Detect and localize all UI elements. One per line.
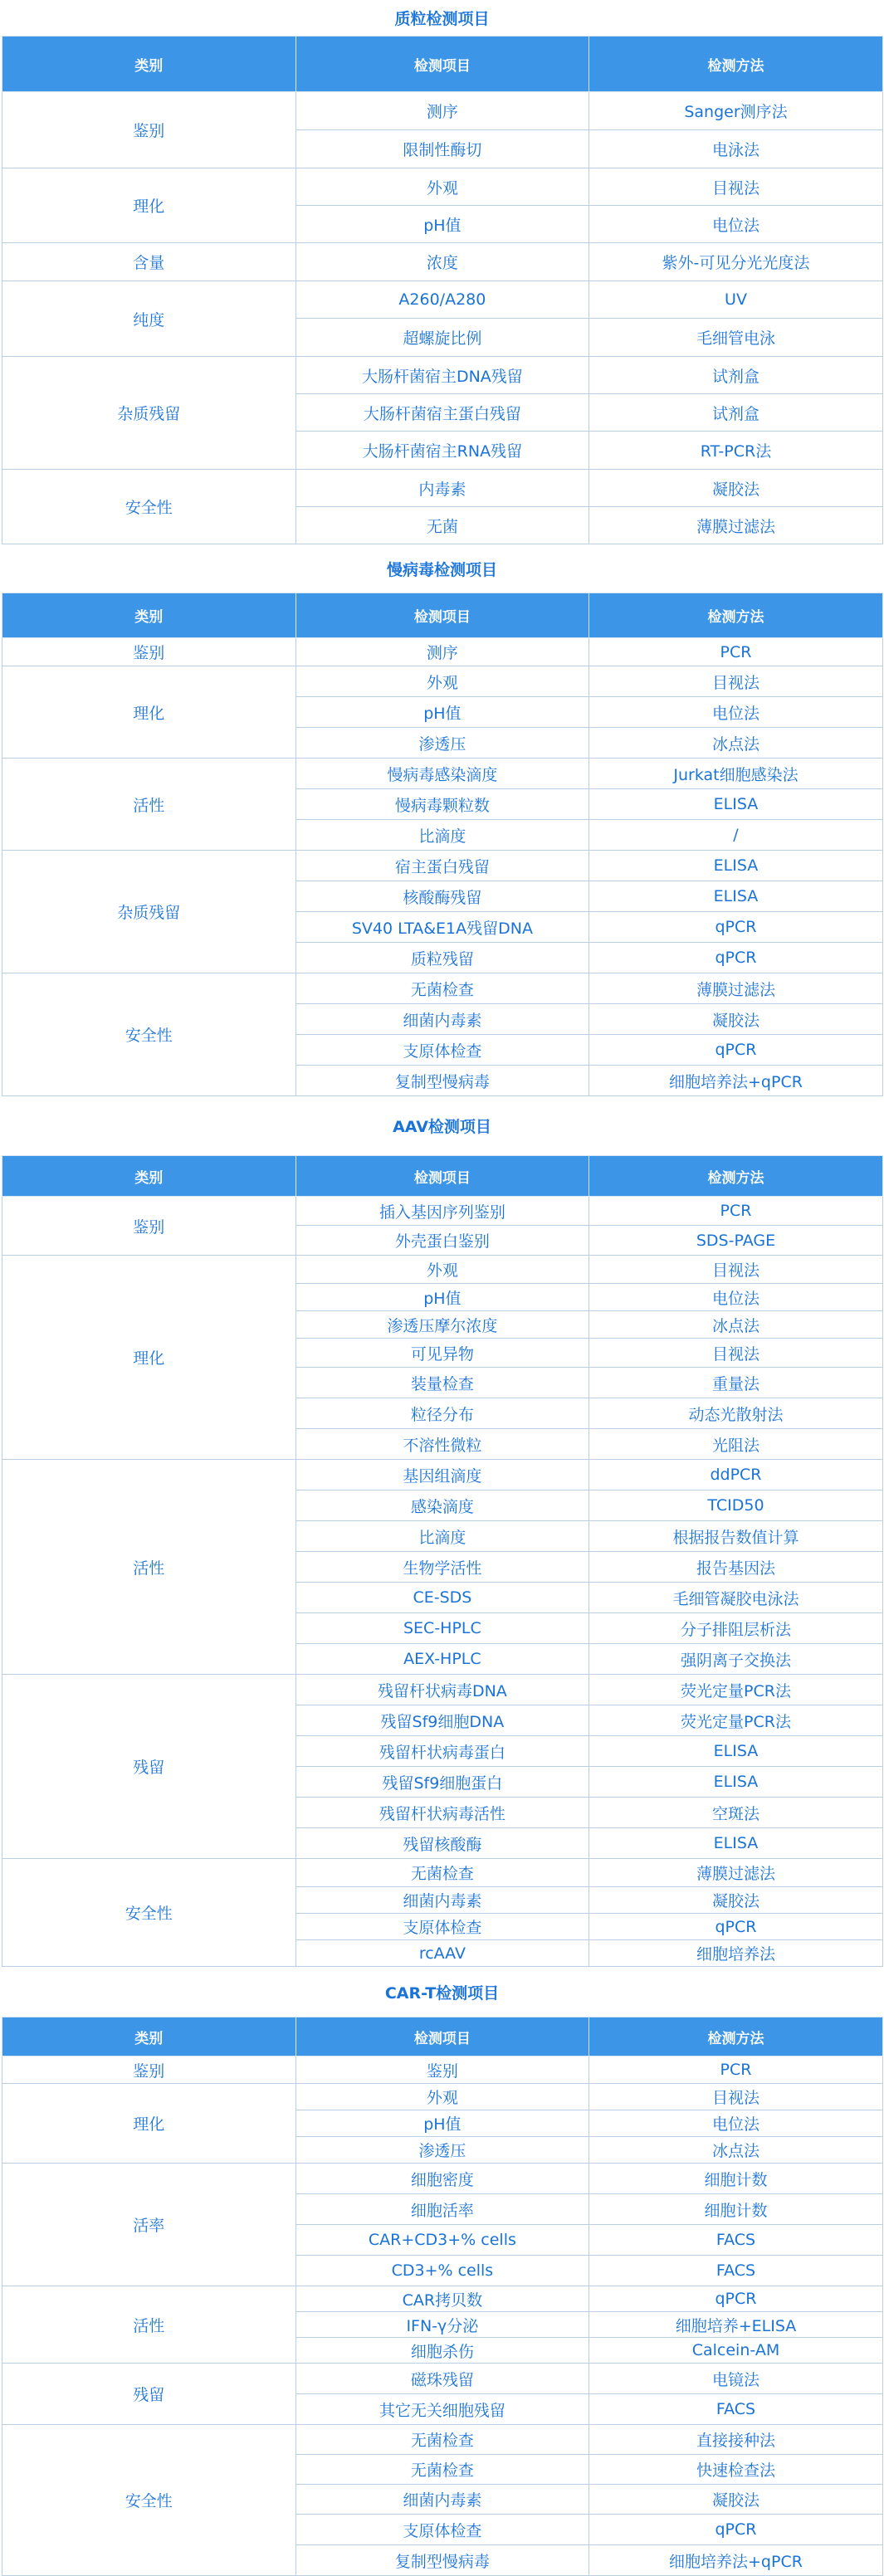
test-method-cell: 电位法 (589, 2110, 883, 2137)
category-cell: 纯度 (2, 281, 296, 357)
test-item-cell: 大肠杆菌宿主DNA残留 (295, 357, 589, 394)
test-item-cell: 测序 (295, 92, 589, 130)
test-method-cell: UV (589, 281, 883, 319)
test-method-cell: 冰点法 (589, 728, 883, 759)
table-row (2, 666, 883, 697)
test-item-cell: 无菌检查 (295, 973, 589, 1004)
test-method-cell: 荧光定量PCR法 (589, 1705, 883, 1736)
test-item-cell: 生物学活性 (295, 1552, 589, 1583)
test-item-cell: 渗透压摩尔浓度 (295, 1311, 589, 1339)
test-method-cell: 电镜法 (589, 2364, 883, 2394)
test-method-cell: 强阴离子交换法 (589, 1644, 883, 1675)
test-item-cell: CAR拷贝数 (295, 2286, 589, 2312)
test-method-cell: 紫外-可见分光光度法 (589, 243, 883, 281)
test-item-cell: 复制型慢病毒 (295, 2545, 589, 2576)
test-item-cell: pH值 (295, 1284, 589, 1311)
test-method-cell: 试剂盒 (589, 357, 883, 394)
test-method-cell: 荧光定量PCR法 (589, 1675, 883, 1705)
test-method-cell: 毛细管电泳 (589, 319, 883, 357)
table-row (2, 759, 883, 789)
table-row (2, 2164, 883, 2194)
test-item-cell: 外观 (295, 666, 589, 697)
test-method-cell: ELISA (589, 789, 883, 820)
test-method-cell: FACS (589, 2256, 883, 2286)
table-row (2, 973, 883, 1004)
test-method-cell: 动态光散射法 (589, 1398, 883, 1429)
test-method-cell: 电位法 (589, 1284, 883, 1311)
test-method-cell: 试剂盒 (589, 394, 883, 432)
category-cell: 理化 (2, 168, 296, 243)
test-method-cell: 目视法 (589, 666, 883, 697)
test-item-cell: 基因组滴度 (295, 1460, 589, 1490)
category-cell: 活性 (2, 1460, 296, 1675)
test-item-cell: 细胞密度 (295, 2164, 589, 2194)
test-method-cell: ddPCR (589, 1460, 883, 1490)
test-method-cell: 重量法 (589, 1368, 883, 1398)
test-method-cell: SDS-PAGE (589, 1226, 883, 1256)
category-cell: 理化 (2, 2084, 296, 2164)
category-cell: 安全性 (2, 470, 296, 544)
test-item-cell: 质粒残留 (295, 943, 589, 973)
category-cell: 理化 (2, 666, 296, 759)
test-item-cell: 支原体检查 (295, 2515, 589, 2545)
test-item-cell: CD3+% cells (295, 2256, 589, 2286)
table-row (2, 1197, 883, 1226)
table-row (2, 243, 883, 281)
table-row (2, 1256, 883, 1284)
header-test-item: 检测项目 (295, 37, 589, 92)
category-cell: 杂质残留 (2, 357, 296, 470)
test-method-cell: 快速检查法 (589, 2455, 883, 2485)
test-method-cell: FACS (589, 2394, 883, 2425)
test-items-table (2, 36, 883, 544)
test-item-cell: 外观 (295, 1256, 589, 1284)
test-method-cell: 细胞培养法 (589, 1940, 883, 1967)
header-category: 类别 (2, 1156, 296, 1197)
test-item-cell: 支原体检查 (295, 1914, 589, 1940)
test-method-cell: Jurkat细胞感染法 (589, 759, 883, 789)
test-method-cell: 冰点法 (589, 2137, 883, 2164)
test-item-cell: 外壳蛋白鉴别 (295, 1226, 589, 1256)
test-item-cell: SEC-HPLC (295, 1613, 589, 1644)
table-row (2, 168, 883, 206)
test-method-cell: 分子排阻层析法 (589, 1613, 883, 1644)
table-row (2, 2425, 883, 2455)
test-item-cell: 大肠杆菌宿主RNA残留 (295, 432, 589, 470)
test-item-cell: 外观 (295, 168, 589, 206)
section-title: CAR-T检测项目 (384, 1983, 500, 2003)
category-cell: 残留 (2, 2364, 296, 2425)
test-method-cell: 光阻法 (589, 1429, 883, 1460)
test-item-cell: 超螺旋比例 (295, 319, 589, 357)
test-item-cell: CAR+CD3+% cells (295, 2225, 589, 2256)
header-category: 类别 (2, 2017, 296, 2056)
table-row (2, 357, 883, 394)
table-row (2, 851, 883, 881)
test-item-cell: 鉴别 (295, 2056, 589, 2084)
test-method-cell: 凝胶法 (589, 1004, 883, 1035)
test-method-cell: ELISA (589, 851, 883, 881)
table-row (2, 2286, 883, 2312)
test-method-cell: 电泳法 (589, 130, 883, 168)
category-cell: 安全性 (2, 1859, 296, 1967)
test-method-cell: 毛细管凝胶电泳法 (589, 1583, 883, 1613)
test-method-cell: Sanger测序法 (589, 92, 883, 130)
test-item-cell: 宿主蛋白残留 (295, 851, 589, 881)
test-item-cell: 测序 (295, 638, 589, 666)
category-cell: 活性 (2, 2286, 296, 2364)
test-item-cell: 比滴度 (295, 820, 589, 851)
test-method-cell: 薄膜过滤法 (589, 973, 883, 1004)
test-items-table (2, 2017, 883, 2576)
test-item-cell: 残留杆状病毒活性 (295, 1798, 589, 1828)
header-test-method: 检测方法 (589, 593, 883, 638)
test-item-cell: 大肠杆菌宿主蛋白残留 (295, 394, 589, 432)
test-method-cell: PCR (589, 638, 883, 666)
test-item-cell: 核酸酶残留 (295, 881, 589, 912)
test-item-cell: rcAAV (295, 1940, 589, 1967)
category-cell: 活率 (2, 2164, 296, 2286)
test-item-cell: 不溶性微粒 (295, 1429, 589, 1460)
test-item-cell: 慢病毒颗粒数 (295, 789, 589, 820)
test-method-cell: ELISA (589, 1736, 883, 1767)
header-test-method: 检测方法 (589, 1156, 883, 1197)
test-item-cell: A260/A280 (295, 281, 589, 319)
test-item-cell: 残留Sf9细胞DNA (295, 1705, 589, 1736)
test-method-cell: 目视法 (589, 2084, 883, 2110)
test-item-cell: 支原体检查 (295, 1035, 589, 1066)
category-cell: 鉴别 (2, 638, 296, 666)
test-item-cell: 渗透压 (295, 728, 589, 759)
test-method-cell: 凝胶法 (589, 1887, 883, 1914)
test-item-cell: 内毒素 (295, 470, 589, 507)
test-item-cell: 残留杆状病毒DNA (295, 1675, 589, 1705)
test-method-cell: 细胞计数 (589, 2194, 883, 2225)
test-item-cell: 渗透压 (295, 2137, 589, 2164)
test-method-cell: 冰点法 (589, 1311, 883, 1339)
test-method-cell: 直接接种法 (589, 2425, 883, 2455)
test-item-cell: AEX-HPLC (295, 1644, 589, 1675)
test-method-cell: Calcein-AM (589, 2338, 883, 2364)
category-cell: 安全性 (2, 973, 296, 1096)
test-method-cell: 细胞培养法+qPCR (589, 2545, 883, 2576)
test-item-cell: 磁珠残留 (295, 2364, 589, 2394)
test-method-cell: 细胞培养法+qPCR (589, 1066, 883, 1096)
test-item-cell: pH值 (295, 2110, 589, 2137)
category-cell: 含量 (2, 243, 296, 281)
table-row (2, 2056, 883, 2084)
header-category: 类别 (2, 37, 296, 92)
test-method-cell: PCR (589, 2056, 883, 2084)
category-cell: 活性 (2, 759, 296, 851)
test-method-cell: qPCR (589, 1035, 883, 1066)
category-cell: 鉴别 (2, 2056, 296, 2084)
header-test-method: 检测方法 (589, 37, 883, 92)
test-item-cell: pH值 (295, 206, 589, 243)
test-method-cell: qPCR (589, 943, 883, 973)
category-cell: 杂质残留 (2, 851, 296, 973)
test-items-table (2, 1155, 883, 1967)
test-items-table (2, 593, 883, 1096)
test-method-cell: 报告基因法 (589, 1552, 883, 1583)
test-method-cell: ELISA (589, 1767, 883, 1798)
test-method-cell: qPCR (589, 912, 883, 943)
test-method-cell: 细胞计数 (589, 2164, 883, 2194)
section-title: 质粒检测项目 (394, 10, 490, 28)
header-test-item: 检测项目 (295, 2017, 589, 2056)
test-method-cell: 电位法 (589, 206, 883, 243)
test-method-cell: ELISA (589, 881, 883, 912)
test-method-cell: qPCR (589, 2286, 883, 2312)
test-method-cell: 凝胶法 (589, 2485, 883, 2515)
test-item-cell: 无菌检查 (295, 1859, 589, 1887)
test-item-cell: 粒径分布 (295, 1398, 589, 1429)
test-method-cell: ELISA (589, 1828, 883, 1859)
table-row (2, 638, 883, 666)
test-item-cell: 无菌检查 (295, 2455, 589, 2485)
test-method-cell: RT-PCR法 (589, 432, 883, 470)
test-method-cell: 凝胶法 (589, 470, 883, 507)
test-item-cell: 复制型慢病毒 (295, 1066, 589, 1096)
table-row (2, 1460, 883, 1490)
test-method-cell: 目视法 (589, 168, 883, 206)
table-header-row (2, 2017, 883, 2056)
test-item-cell: 残留核酸酶 (295, 1828, 589, 1859)
table-row (2, 92, 883, 130)
test-method-cell: 根据报告数值计算 (589, 1521, 883, 1552)
test-item-cell: 比滴度 (295, 1521, 589, 1552)
test-item-cell: 无菌 (295, 507, 589, 544)
test-item-cell: IFN-γ分泌 (295, 2312, 589, 2338)
test-item-cell: 可见异物 (295, 1339, 589, 1368)
test-item-cell: 其它无关细胞残留 (295, 2394, 589, 2425)
table-header-row (2, 1156, 883, 1197)
table-header-row (2, 593, 883, 638)
test-method-cell: 目视法 (589, 1256, 883, 1284)
test-method-cell: 薄膜过滤法 (589, 507, 883, 544)
category-cell: 安全性 (2, 2425, 296, 2576)
header-test-item: 检测项目 (295, 593, 589, 638)
test-item-cell: 残留杆状病毒蛋白 (295, 1736, 589, 1767)
test-method-cell: 细胞培养+ELISA (589, 2312, 883, 2338)
test-item-cell: 残留Sf9细胞蛋白 (295, 1767, 589, 1798)
table-row (2, 2364, 883, 2394)
category-cell: 残留 (2, 1675, 296, 1859)
test-item-cell: 细胞活率 (295, 2194, 589, 2225)
test-item-cell: 细菌内毒素 (295, 1004, 589, 1035)
test-method-cell: TCID50 (589, 1490, 883, 1521)
test-method-cell: qPCR (589, 1914, 883, 1940)
category-cell: 鉴别 (2, 1197, 296, 1256)
header-test-item: 检测项目 (295, 1156, 589, 1197)
test-item-cell: 外观 (295, 2084, 589, 2110)
test-method-cell: 电位法 (589, 697, 883, 728)
test-item-cell: 浓度 (295, 243, 589, 281)
table-header-row (2, 37, 883, 92)
section-title: 慢病毒检测项目 (386, 560, 497, 579)
test-item-cell: 细菌内毒素 (295, 1887, 589, 1914)
test-item-cell: pH值 (295, 697, 589, 728)
section-title: AAV检测项目 (393, 1118, 491, 1136)
table-row (2, 1859, 883, 1887)
test-item-cell: 无菌检查 (295, 2425, 589, 2455)
test-method-cell: / (589, 820, 883, 851)
category-cell: 理化 (2, 1256, 296, 1460)
category-cell: 鉴别 (2, 92, 296, 168)
header-category: 类别 (2, 593, 296, 638)
table-row (2, 470, 883, 507)
test-item-cell: 装量检查 (295, 1368, 589, 1398)
table-row (2, 1675, 883, 1705)
table-row (2, 2084, 883, 2110)
table-row (2, 281, 883, 319)
test-item-cell: 细菌内毒素 (295, 2485, 589, 2515)
test-item-cell: 细胞杀伤 (295, 2338, 589, 2364)
header-test-method: 检测方法 (589, 2017, 883, 2056)
test-method-cell: FACS (589, 2225, 883, 2256)
test-item-cell: CE-SDS (295, 1583, 589, 1613)
test-method-cell: PCR (589, 1197, 883, 1226)
test-item-cell: 慢病毒感染滴度 (295, 759, 589, 789)
test-method-cell: 薄膜过滤法 (589, 1859, 883, 1887)
test-item-cell: 限制性酶切 (295, 130, 589, 168)
test-method-cell: 空斑法 (589, 1798, 883, 1828)
test-method-cell: qPCR (589, 2515, 883, 2545)
test-item-cell: 感染滴度 (295, 1490, 589, 1521)
test-item-cell: 插入基因序列鉴别 (295, 1197, 589, 1226)
test-item-cell: SV40 LTA&E1A残留DNA (295, 912, 589, 943)
test-method-cell: 目视法 (589, 1339, 883, 1368)
